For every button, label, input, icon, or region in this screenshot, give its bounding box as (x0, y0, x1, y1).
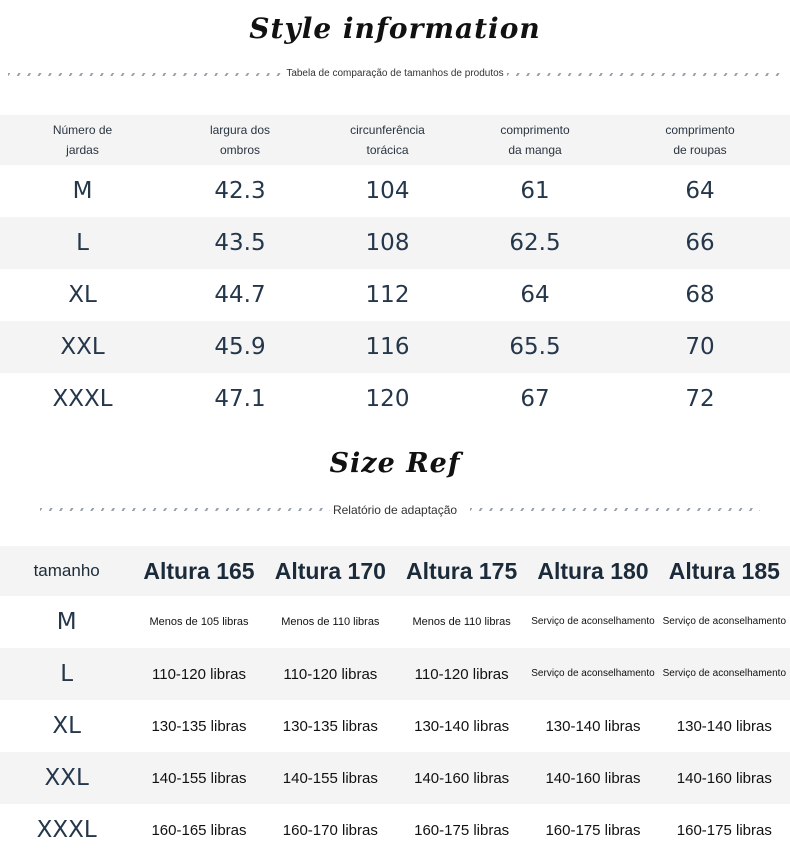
table-header-row (0, 115, 790, 165)
table-cell: Menos de 110 libras (412, 616, 511, 628)
table-cell: 140-160 libras (527, 752, 658, 804)
size-cell: XXXL (52, 386, 113, 412)
fit-report-table (0, 546, 790, 856)
table-cell: 130-135 libras (151, 717, 247, 735)
table-cell: Menos de 110 libras (281, 616, 380, 628)
table-row (0, 752, 790, 804)
divider-line-right (470, 508, 760, 511)
table-cell: 130-140 libras (545, 717, 641, 735)
table-cell: 104 (365, 178, 410, 204)
table-cell: 140-155 libras (133, 752, 264, 804)
header-garment-length: comprimento de roupas (610, 115, 790, 165)
table-row (0, 165, 790, 217)
table-cell: 47.1 (214, 386, 266, 412)
header-height-185: Altura 185 (659, 546, 790, 596)
table-cell: 130-140 libras (676, 717, 772, 735)
table-cell: Serviço de aconselhamento (659, 648, 790, 700)
table-cell: 70 (610, 321, 790, 373)
header-height-170: Altura 170 (265, 546, 396, 596)
header-shoulder-width: largura dos ombros (165, 115, 315, 165)
table-row (0, 596, 790, 648)
table-cell: 160-175 libras (414, 821, 510, 839)
table-cell: 110-120 libras (396, 648, 527, 700)
section1-divider (0, 68, 790, 82)
table-cell: Serviço de aconselhamento (531, 616, 655, 627)
table-row (0, 648, 790, 700)
table-cell: 130-140 libras (414, 717, 510, 735)
table-row (0, 373, 790, 425)
table-cell: 140-155 libras (265, 752, 396, 804)
table-cell: 64 (520, 282, 550, 308)
header-sleeve-length: comprimento da manga (460, 115, 610, 165)
size-cell: XL (52, 713, 81, 739)
table-cell: 160-175 libras (676, 821, 772, 839)
header-height-165: Altura 165 (133, 546, 264, 596)
table-cell: 66 (610, 217, 790, 269)
table-row (0, 217, 790, 269)
header-height-180: Altura 180 (527, 546, 658, 596)
table-cell: 110-120 libras (265, 648, 396, 700)
table-cell: 72 (685, 386, 715, 412)
size-cell: L (0, 648, 133, 700)
size-cell: L (0, 217, 165, 269)
size-cell: XXL (0, 752, 133, 804)
header-size-number: Número de jardas (0, 115, 165, 165)
header-height-175: Altura 175 (396, 546, 527, 596)
size-cell: M (72, 178, 93, 204)
header-chest-circumference: circunferência torácica (315, 115, 460, 165)
table-cell: 61 (520, 178, 550, 204)
size-cell: XXXL (36, 817, 97, 843)
table-cell: Serviço de aconselhamento (662, 616, 787, 627)
table-cell: 65.5 (460, 321, 610, 373)
table-cell: 67 (520, 386, 550, 412)
table-cell: 160-175 libras (545, 821, 641, 839)
table-cell: 45.9 (165, 321, 315, 373)
table-cell: 140-160 libras (396, 752, 527, 804)
table-cell: 68 (685, 282, 715, 308)
table-row (0, 700, 790, 752)
section1-subtitle: Tabela de comparação de tamanhos de produtos (286, 68, 504, 79)
table-cell: 42.3 (214, 178, 266, 204)
table-cell: Menos de 105 libras (149, 616, 249, 628)
size-cell: M (56, 609, 77, 635)
size-comparison-table (0, 115, 790, 425)
table-cell: 140-160 libras (659, 752, 790, 804)
table-cell: 62.5 (460, 217, 610, 269)
table-cell: 43.5 (165, 217, 315, 269)
table-cell: 160-165 libras (151, 821, 247, 839)
table-row (0, 321, 790, 373)
table-cell: 160-170 libras (282, 821, 378, 839)
size-cell: XXL (0, 321, 165, 373)
table-cell: 44.7 (214, 282, 266, 308)
table-cell: 120 (365, 386, 410, 412)
table-cell: 64 (685, 178, 715, 204)
section2-divider (0, 503, 790, 517)
header-size: tamanho (0, 546, 133, 596)
table-cell: 108 (315, 217, 460, 269)
table-cell: 116 (315, 321, 460, 373)
section2-subtitle: Relatório de adaptação (332, 503, 458, 517)
table-cell: 112 (365, 282, 410, 308)
table-cell: 130-135 libras (282, 717, 378, 735)
table-row (0, 269, 790, 321)
size-ref-title: Size Ref (329, 448, 461, 479)
table-cell: Serviço de aconselhamento (527, 648, 658, 700)
size-cell: XL (68, 282, 97, 308)
table-header-row (0, 546, 790, 596)
divider-line-right (507, 73, 782, 76)
table-row (0, 804, 790, 856)
style-information-title: Style information (249, 12, 541, 45)
table-cell: 110-120 libras (133, 648, 264, 700)
